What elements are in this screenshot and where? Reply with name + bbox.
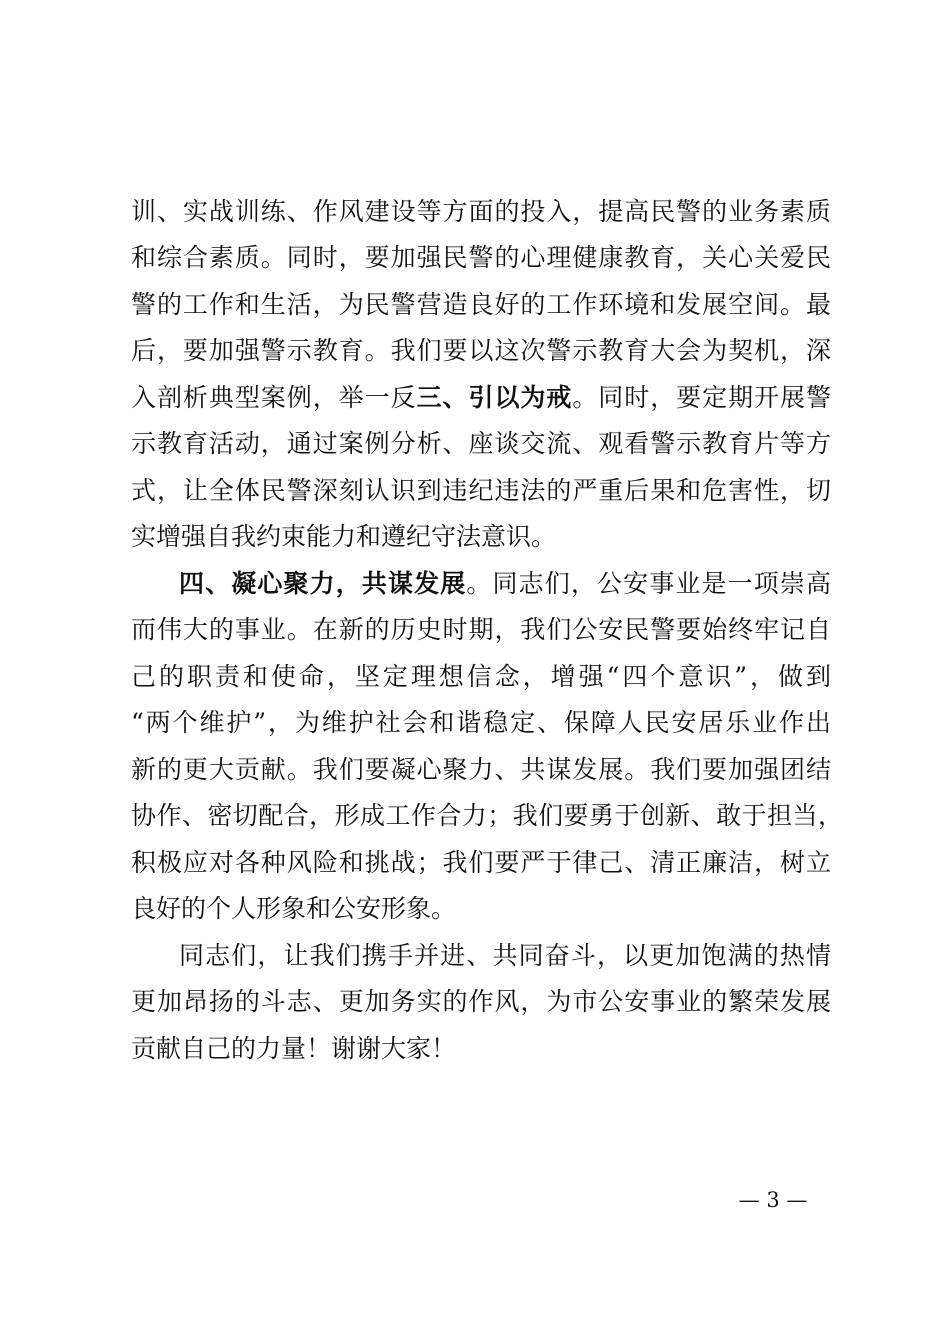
body-text-line: “两个维护”，为维护社会和谐稳定、保障人民安居乐业作出: [131, 708, 831, 737]
body-text-fragment: 。同时，要定期开展警: [572, 383, 831, 412]
body-text-line: 更加昂扬的斗志、更加务实的作风，为市公安事业的繁荣发展: [131, 987, 831, 1016]
body-text-line: 示教育活动，通过案例分析、座谈交流、观看警示教育片等方: [131, 429, 831, 458]
body-text-line: 良好的个人形象和公安形象。: [131, 894, 457, 923]
body-text-line: 己的职责和使命，坚定理想信念，增强“四个意识”，做到: [131, 662, 831, 691]
body-text-line: 式，让全体民警深刻认识到违纪违法的严重后果和危害性，切: [131, 476, 831, 505]
body-text-line: 同志们，让我们携手并进、共同奋斗，以更加饱满的热情: [179, 941, 831, 970]
body-text-line: 积极应对各种风险和挑战；我们要严于律己、清正廉洁，树立: [131, 848, 831, 877]
body-text-line: [131, 383, 831, 413]
page-number: — 3 —: [738, 1188, 808, 1212]
body-text-fragment: 。同志们，公安事业是一项崇高: [466, 569, 831, 598]
body-text-line: 警的工作和生活，为民警营造良好的工作环境和发展空间。最: [131, 290, 831, 319]
body-text-line: 实增强自我约束能力和遵纪守法意识。: [131, 522, 557, 551]
body-text-line: [179, 569, 831, 599]
body-text-line: 和综合素质。同时，要加强民警的心理健康教育，关心关爱民: [131, 243, 831, 272]
body-text-line: 后，要加强警示教育。我们要以这次警示教育大会为契机，深: [131, 336, 831, 365]
body-text-line: 而伟大的事业。在新的历史时期，我们公安民警要始终牢记自: [131, 615, 831, 644]
body-text-line: 训、实战训练、作风建设等方面的投入，提高民警的业务素质: [131, 197, 831, 226]
body-text-line: 新的更大贡献。我们要凝心聚力、共谋发展。我们要加强团结: [131, 755, 831, 784]
body-text-fragment: 入剖析典型案例，举一反: [131, 383, 417, 412]
section-heading: 四、凝心聚力，共谋发展: [179, 569, 467, 598]
body-text-line: 协作、密切配合，形成工作合力；我们要勇于创新、敢于担当，: [131, 801, 843, 830]
body-text-line: 贡献自己的力量！谢谢大家！: [131, 1034, 457, 1063]
section-heading: 三、引以为戒: [416, 383, 573, 412]
